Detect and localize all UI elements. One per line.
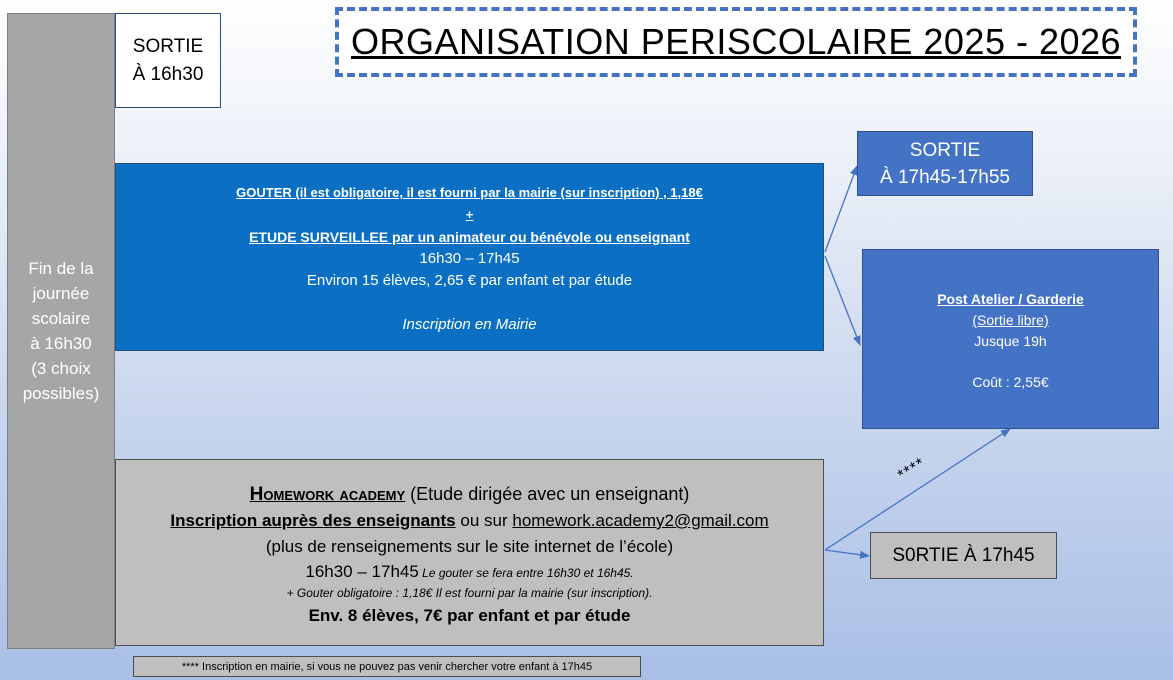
post-atelier-cost: Coût : 2,55€	[972, 374, 1049, 390]
left-line: scolaire	[31, 309, 91, 328]
homework-inscription-mid: ou sur	[455, 511, 513, 530]
etude-surveillee-box	[115, 163, 824, 351]
homework-gouter-note: Le gouter se fera entre 16h30 et 16h45.	[418, 566, 634, 580]
sortie-1630-time: À 16h30	[132, 63, 204, 85]
homework-email-link[interactable]: homework.academy2@gmail.com	[512, 511, 769, 530]
footnote-text: **** Inscription en mairie, si vous ne pouvez pas venir chercher votre enfant à 17h45	[181, 660, 593, 673]
sortie-1745-box	[870, 532, 1057, 579]
homework-name-suffix: (Etude dirigée avec un enseignant)	[405, 484, 690, 504]
footnote-box	[133, 656, 641, 677]
end-of-school-day-column	[7, 13, 115, 649]
arrow-to-post-atelier	[825, 256, 860, 345]
arrow-to-sortie-1745	[825, 550, 869, 556]
footnote-marker: ****	[895, 454, 929, 485]
post-atelier-subtitle: (Sortie libre)	[972, 312, 1049, 328]
sortie-1755-time: À 17h45-17h55	[880, 166, 1010, 188]
homework-hours-line	[116, 560, 823, 585]
arrow-to-sortie-1755	[825, 166, 857, 252]
gouter-line: GOUTER (il est obligatoire, il est fourni par la mairie (sur inscription) , 1,18€	[236, 185, 703, 200]
homework-gouter-obligatoire: + Gouter obligatoire : 1,18€ Il est fourni par la mairie (sur inscription).	[286, 586, 653, 600]
homework-inscription-line	[116, 508, 823, 534]
etude-title: ETUDE SURVEILLEE par un animateur ou bénévole ou enseignant	[249, 229, 690, 245]
etude-hours: 16h30 – 17h45	[419, 250, 520, 267]
homework-info: (plus de renseignements sur le site internet de l’école)	[265, 537, 674, 556]
post-atelier-title: Post Atelier / Garderie	[937, 291, 1084, 307]
sortie-1755-box	[857, 131, 1033, 196]
left-line: (3 choix	[31, 359, 91, 378]
sortie-1630-box	[115, 13, 221, 108]
left-line: Fin de la	[28, 259, 94, 278]
homework-inscription: Inscription auprès des enseignants	[170, 511, 456, 530]
left-line: à 16h30	[30, 334, 92, 353]
etude-inscription: Inscription en Mairie	[402, 316, 537, 333]
homework-name: Homework academy	[249, 484, 406, 505]
homework-academy-box	[115, 459, 824, 646]
etude-details: Environ 15 élèves, 2,65 € par enfant et par étude	[306, 272, 633, 289]
homework-hours: 16h30 – 17h45	[305, 562, 419, 581]
post-atelier-until: Jusque 19h	[974, 333, 1047, 349]
sortie-1745-label: S0RTIE À 17h45	[892, 544, 1035, 566]
sortie-1755-label: SORTIE	[909, 139, 981, 161]
left-line: journée	[32, 284, 90, 303]
plus-sign: +	[465, 207, 474, 222]
page-title: ORGANISATION PERISCOLAIRE 2025 - 2026	[350, 21, 1122, 62]
sortie-1630-label: SORTIE	[132, 35, 204, 57]
left-line: possibles)	[22, 384, 100, 403]
left-column-text	[23, 256, 100, 406]
homework-title-line	[116, 481, 823, 508]
homework-price: Env. 8 élèves, 7€ par enfant et par étude	[308, 606, 631, 625]
post-atelier-box	[862, 249, 1159, 429]
page-title-box	[335, 7, 1137, 77]
